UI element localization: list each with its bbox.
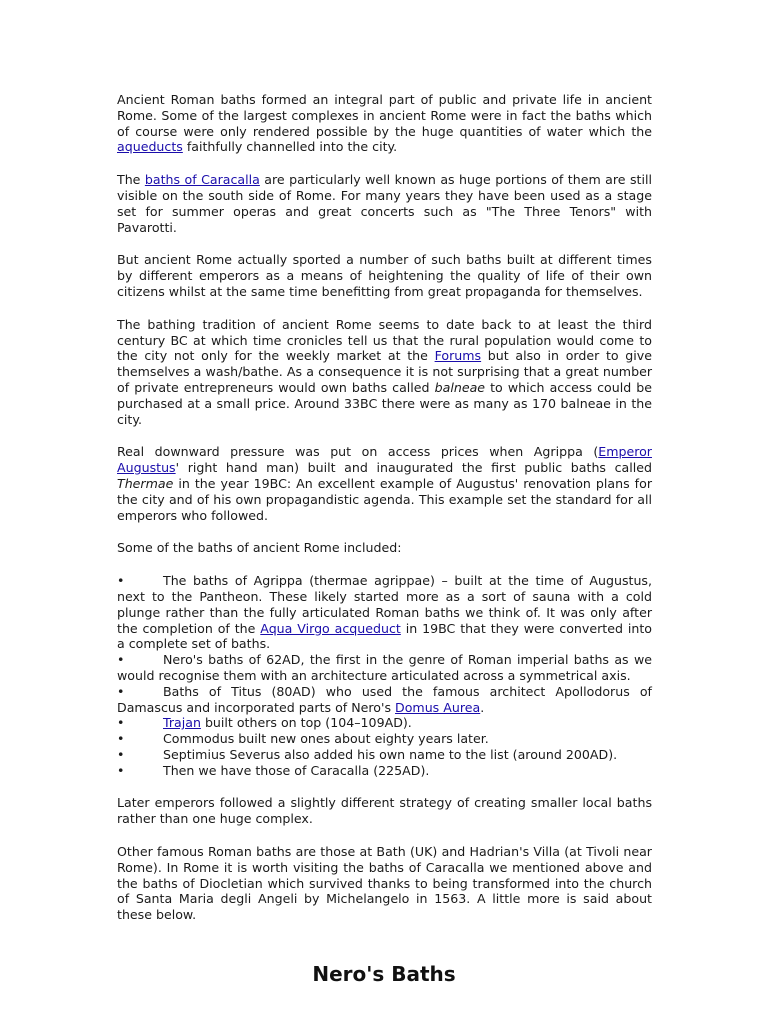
bullet-icon: • bbox=[117, 731, 125, 747]
bullet-icon: • bbox=[117, 683, 125, 699]
baths-list bbox=[117, 573, 652, 778]
bullet-icon: • bbox=[117, 762, 125, 778]
list-item: • Commodus built new ones about eighty years later. bbox=[117, 731, 489, 747]
list-item: • Nero's baths of 62AD, the first in the genre of Roman imperial baths as we would recognise them with an architecture articulated across a symmetrical axis. bbox=[117, 652, 652, 683]
section-heading: Nero's Baths bbox=[312, 962, 456, 986]
paragraph-caracalla: The baths of Caracalla are particularly well known as huge portions of them are still visible on the south side of Rome. For many years they have been used as a stage set for summer operas and great concerts such as "The Three Tenors" with Pavarotti. bbox=[117, 172, 652, 235]
document-body bbox=[117, 92, 652, 923]
paragraph-list-intro: Some of the baths of ancient Rome included: bbox=[117, 540, 402, 556]
aqua-virgo-link[interactable]: Aqua Virgo acqueduct bbox=[260, 620, 401, 636]
bullet-icon: • bbox=[117, 715, 125, 731]
list-item: • Baths of Titus (80AD) who used the famous architect Apollodorus of Damascus and incorporated parts of Nero's Domus Aurea. bbox=[117, 683, 652, 715]
bullet-icon: • bbox=[117, 746, 125, 762]
domus-aurea-link[interactable]: Domus Aurea bbox=[395, 699, 481, 715]
bullet-icon: • bbox=[117, 573, 125, 589]
list-item: • The baths of Agrippa (thermae agrippae) – built at the time of Augustus, next to the Pantheon. These likely started more as a sort of sauna with a cold plunge rather than the fully articulated Roman baths we think of. It was only after the completion of the Aqua Virgo acqueduct in 19BC that they were converted into a complete set of baths. bbox=[117, 573, 652, 652]
list-item: • Septimius Severus also added his own name to the list (around 200AD). bbox=[117, 746, 618, 762]
paragraph-intro: Ancient Roman baths formed an integral part of public and private life in ancient Rome. Some of the largest complexes in ancient Rome were in fact the baths which of course were only rendered possible by the huge quantities of water which the aqueducts faithfully channelled into the city. bbox=[117, 92, 652, 155]
emperor-augustus-link[interactable]: Emperor Augustus bbox=[117, 444, 652, 476]
paragraph-agrippa: Real downward pressure was put on access prices when Agrippa (Emperor Augustus' right hand man) built and inaugurated the first public baths called Thermae in the year 19BC: An excellent example of Augustus' renovation plans for the city and of his own propagandistic agenda. This example set the standard for all emperors who followed. bbox=[117, 444, 652, 523]
paragraph-other-baths: Other famous Roman baths are those at Bath (UK) and Hadrian's Villa (at Tivoli near Rome). In Rome it is worth visiting the baths of Caracalla we mentioned above and the baths of Diocletian which survived thanks to being transformed into the church of Santa Maria degli Angeli by Michelangelo in 1563. A little more is said about these below. bbox=[117, 844, 652, 923]
forums-link[interactable]: Forums bbox=[434, 348, 482, 364]
aqueducts-link[interactable]: aqueducts bbox=[117, 139, 183, 155]
list-item: • Trajan built others on top (104–109AD). bbox=[117, 715, 412, 731]
paragraph-later-emperors: Later emperors followed a slightly different strategy of creating smaller local baths rather than one huge complex. bbox=[117, 795, 652, 827]
trajan-link[interactable]: Trajan bbox=[163, 715, 201, 731]
list-item: • Then we have those of Caracalla (225AD). bbox=[117, 762, 430, 778]
bullet-icon: • bbox=[117, 652, 125, 668]
paragraph-emperors: But ancient Rome actually sported a number of such baths built at different times by different emperors as a means of heightening the quality of life of their own citizens whilst at the same time benefitting from great propaganda for themselves. bbox=[117, 252, 652, 299]
baths-of-caracalla-link[interactable]: baths of Caracalla bbox=[144, 172, 260, 188]
paragraph-bathing-tradition: The bathing tradition of ancient Rome seems to date back to at least the third century BC at which time cronicles tell us that the rural population would come to the city not only for the weekly market at the Forums but also in order to give themselves a wash/bathe. As a consequence it is not surprising that a great number of private entrepreneurs would own baths called balneae to which access could be purchased at a small price. Around 33BC there were as many as 170 balneae in the city. bbox=[117, 316, 652, 427]
